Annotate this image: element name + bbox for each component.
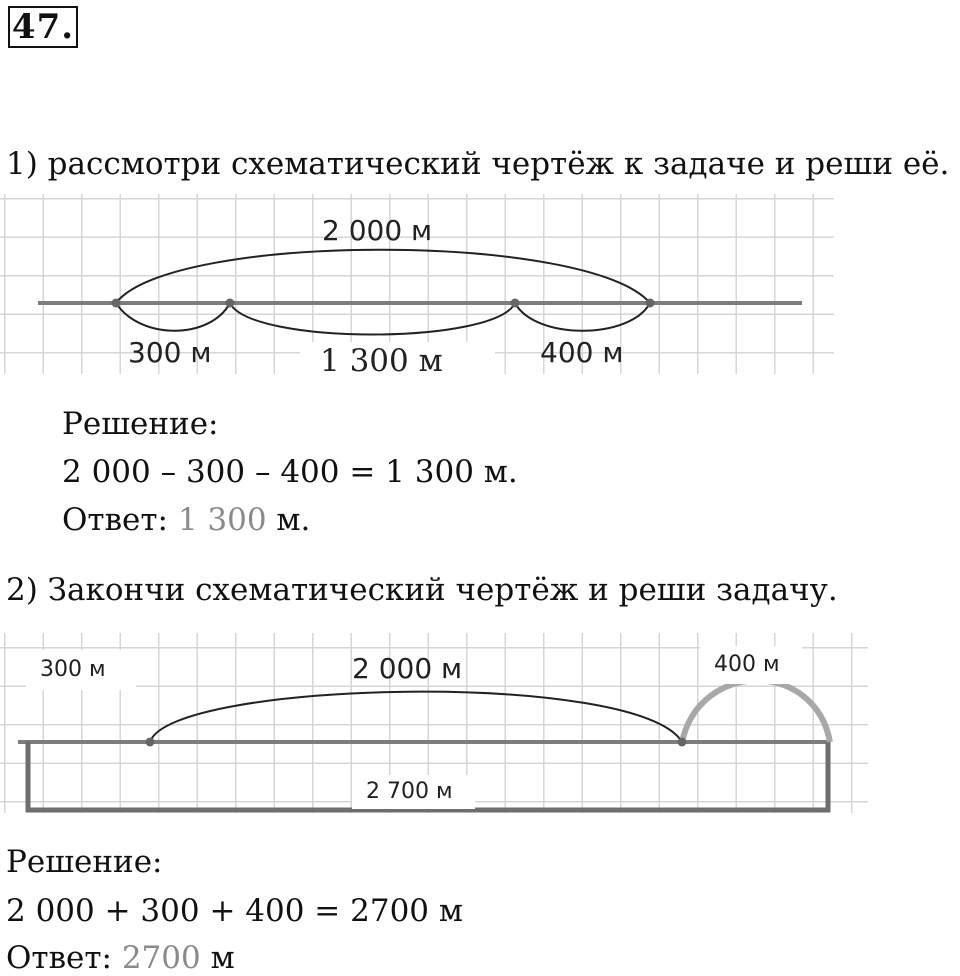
part1-middle-label: 1 300 м — [300, 342, 495, 380]
part2-middle-label: 2 000 м — [352, 652, 463, 685]
part2-answer — [6, 940, 235, 976]
part1-left-label: 300 м — [128, 336, 212, 369]
part2-middle-arc — [150, 692, 682, 742]
part1-heading: 1) рассмотри схематический чертёж к задаче и реши её. — [6, 146, 950, 182]
part1-answer-suffix: м. — [266, 502, 311, 538]
part2-point-a — [146, 738, 155, 747]
task-number: 47. — [8, 6, 78, 48]
part2-answer-value: 2700 — [121, 940, 201, 976]
part2-right-arc — [682, 681, 830, 743]
part2-answer-suffix: м — [200, 940, 235, 976]
part2-solution-label: Решение: — [6, 844, 163, 880]
part2-left-label: 300 м — [26, 650, 136, 690]
part1-expression: 2 000 – 300 – 400 = 1 300 м. — [62, 454, 518, 490]
part1-total-label: 2 000 м — [322, 214, 433, 247]
part1-answer-value: 1 300 — [177, 502, 267, 538]
part2-right-label: 400 м — [700, 646, 802, 684]
part2-bottom-label: 2 700 м — [352, 775, 475, 809]
part1-solution-label: Решение: — [62, 406, 219, 442]
part2-heading: 2) Закончи схематический чертёж и реши задачу. — [6, 572, 838, 608]
part2-point-b — [678, 738, 687, 747]
part1-answer-prefix: Ответ: — [62, 502, 178, 538]
part1-right-label: 400 м — [540, 336, 624, 369]
part2-answer-prefix: Ответ: — [6, 940, 122, 976]
part2-expression: 2 000 + 300 + 400 = 2700 м — [6, 893, 463, 929]
